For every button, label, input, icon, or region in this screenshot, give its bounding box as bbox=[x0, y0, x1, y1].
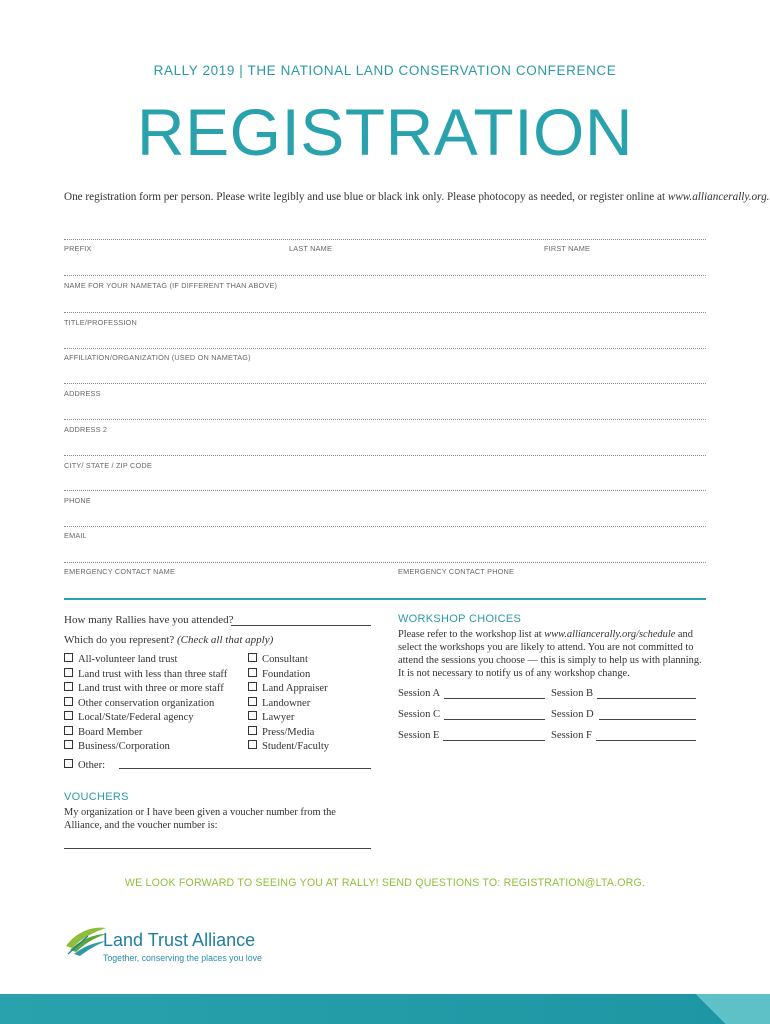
checkbox-icon[interactable] bbox=[64, 726, 73, 735]
leaf-logo-icon bbox=[64, 924, 108, 960]
voucher-number-line[interactable] bbox=[64, 848, 371, 849]
checkbox-icon[interactable] bbox=[248, 740, 257, 749]
intro-text bbox=[64, 191, 770, 203]
checkbox-icon[interactable] bbox=[64, 668, 73, 677]
intro-body: One registration form per person. Please write legibly and use blue or black ink only. Please photocopy as needed, or register online at bbox=[64, 191, 668, 203]
nametag-label: NAME FOR YOUR NAMETAG (IF DIFFERENT THAN ABOVE) bbox=[64, 281, 278, 290]
session-b: Session B bbox=[551, 688, 594, 699]
checkbox-icon[interactable] bbox=[64, 711, 73, 720]
checkbox-lawyer[interactable]: Lawyer bbox=[248, 711, 294, 725]
field-line-address[interactable] bbox=[64, 383, 706, 384]
workshop-text-before: Please refer to the workshop list at bbox=[398, 629, 545, 640]
represent-note: (Check all that apply) bbox=[177, 634, 274, 646]
city-label: CITY/ STATE / ZIP CODE bbox=[64, 461, 152, 470]
checkbox-icon[interactable] bbox=[248, 682, 257, 691]
checkbox-icon[interactable] bbox=[64, 740, 73, 749]
conference-subtitle: RALLY 2019 | THE NATIONAL LAND CONSERVATION CONFERENCE bbox=[153, 63, 617, 78]
checkbox-press-media[interactable]: Press/Media bbox=[248, 726, 314, 740]
field-line-email[interactable] bbox=[64, 526, 706, 527]
session-c: Session C bbox=[398, 709, 441, 720]
other-answer-line[interactable] bbox=[119, 768, 371, 769]
checkbox-land-appraiser[interactable]: Land Appraiser bbox=[248, 682, 328, 696]
logo-tagline: Together, conserving the places you love bbox=[103, 953, 262, 963]
session-b-line[interactable] bbox=[597, 698, 696, 699]
checkbox-icon[interactable] bbox=[248, 697, 257, 706]
vouchers-text: My organization or I have been given a voucher number from the Alliance, and the voucher number is: bbox=[64, 807, 336, 831]
prefix-label: PREFIX bbox=[64, 244, 92, 253]
field-line-affiliation[interactable] bbox=[64, 348, 706, 349]
checkbox-agency[interactable]: Local/State/Federal agency bbox=[64, 711, 194, 725]
field-line-name[interactable] bbox=[64, 239, 706, 240]
checkbox-icon[interactable] bbox=[248, 711, 257, 720]
represent-label: Which do you represent? bbox=[64, 634, 175, 646]
address2-label: ADDRESS 2 bbox=[64, 425, 108, 434]
checkbox-foundation[interactable]: Foundation bbox=[248, 668, 310, 682]
checkbox-icon[interactable] bbox=[64, 653, 73, 662]
footer-message: WE LOOK FORWARD TO SEEING YOU AT RALLY! SEND QUESTIONS TO: REGISTRATION@LTA.ORG. bbox=[124, 877, 646, 889]
session-a: Session A bbox=[398, 688, 441, 699]
checkbox-icon[interactable] bbox=[248, 668, 257, 677]
checkbox-business[interactable]: Business/Corporation bbox=[64, 740, 170, 754]
first-name-label: FIRST NAME bbox=[544, 244, 591, 253]
session-d-line[interactable] bbox=[599, 719, 696, 720]
session-a-line[interactable] bbox=[444, 698, 545, 699]
affiliation-label: AFFILIATION/ORGANIZATION (USED ON NAMETAG) bbox=[64, 353, 251, 362]
email-label: EMAIL bbox=[64, 531, 87, 540]
checkbox-student-faculty[interactable]: Student/Faculty bbox=[248, 740, 329, 754]
field-line-title[interactable] bbox=[64, 312, 706, 313]
checkbox-icon[interactable] bbox=[248, 726, 257, 735]
field-line-phone[interactable] bbox=[64, 490, 706, 491]
checkbox-icon[interactable] bbox=[64, 697, 73, 706]
checkbox-consultant[interactable]: Consultant bbox=[248, 653, 308, 667]
field-line-address2[interactable] bbox=[64, 419, 706, 420]
checkbox-icon[interactable] bbox=[248, 653, 257, 662]
logo bbox=[64, 924, 108, 965]
field-line-nametag[interactable] bbox=[64, 275, 706, 276]
phone-label: PHONE bbox=[64, 496, 91, 505]
emergency-name-label: EMERGENCY CONTACT NAME bbox=[64, 567, 176, 576]
session-f: Session F bbox=[551, 730, 592, 741]
session-f-line[interactable] bbox=[596, 740, 696, 741]
session-e-line[interactable] bbox=[443, 740, 545, 741]
checkbox-other[interactable]: Other: bbox=[64, 759, 105, 773]
workshop-heading: WORKSHOP CHOICES bbox=[398, 613, 522, 625]
checkbox-all-volunteer[interactable]: All-volunteer land trust bbox=[64, 653, 177, 667]
last-name-label: LAST NAME bbox=[289, 244, 333, 253]
footer-color-band bbox=[0, 994, 770, 1024]
rallies-answer-line[interactable] bbox=[231, 625, 371, 626]
field-line-city[interactable] bbox=[64, 455, 706, 456]
section-divider bbox=[64, 598, 706, 600]
session-e: Session E bbox=[398, 730, 440, 741]
checkbox-less-three-staff[interactable]: Land trust with less than three staff bbox=[64, 668, 227, 682]
checkbox-icon[interactable] bbox=[64, 759, 73, 768]
checkbox-landowner[interactable]: Landowner bbox=[248, 697, 310, 711]
rallies-question: How many Rallies have you attended? bbox=[64, 614, 234, 626]
checkbox-other-conservation[interactable]: Other conservation organization bbox=[64, 697, 214, 711]
vouchers-heading: VOUCHERS bbox=[64, 791, 129, 803]
checkbox-icon[interactable] bbox=[64, 682, 73, 691]
emergency-phone-label: EMERGENCY CONTACT PHONE bbox=[398, 567, 515, 576]
workshop-link[interactable]: www.alliancerally.org/schedule bbox=[544, 629, 676, 640]
page-title: REGISTRATION bbox=[136, 95, 634, 169]
address-label: ADDRESS bbox=[64, 389, 101, 398]
logo-name: Land Trust Alliance bbox=[103, 930, 256, 950]
title-label: TITLE/PROFESSION bbox=[64, 318, 137, 327]
represent-question bbox=[64, 634, 273, 646]
session-d: Session D bbox=[551, 709, 594, 720]
workshop-text bbox=[398, 628, 710, 680]
checkbox-board-member[interactable]: Board Member bbox=[64, 726, 142, 740]
intro-link[interactable]: www.alliancerally.org. bbox=[667, 191, 770, 203]
field-line-emergency[interactable] bbox=[64, 562, 706, 563]
checkbox-three-or-more-staff[interactable]: Land trust with three or more staff bbox=[64, 682, 224, 696]
workshop-text-after: and select the workshops you are likely to attend. You are not committed to attend the sessions you choose — this is simply to help us with planning. It is not necessary to notify us of any workshop change. bbox=[398, 629, 702, 679]
session-c-line[interactable] bbox=[444, 719, 545, 720]
